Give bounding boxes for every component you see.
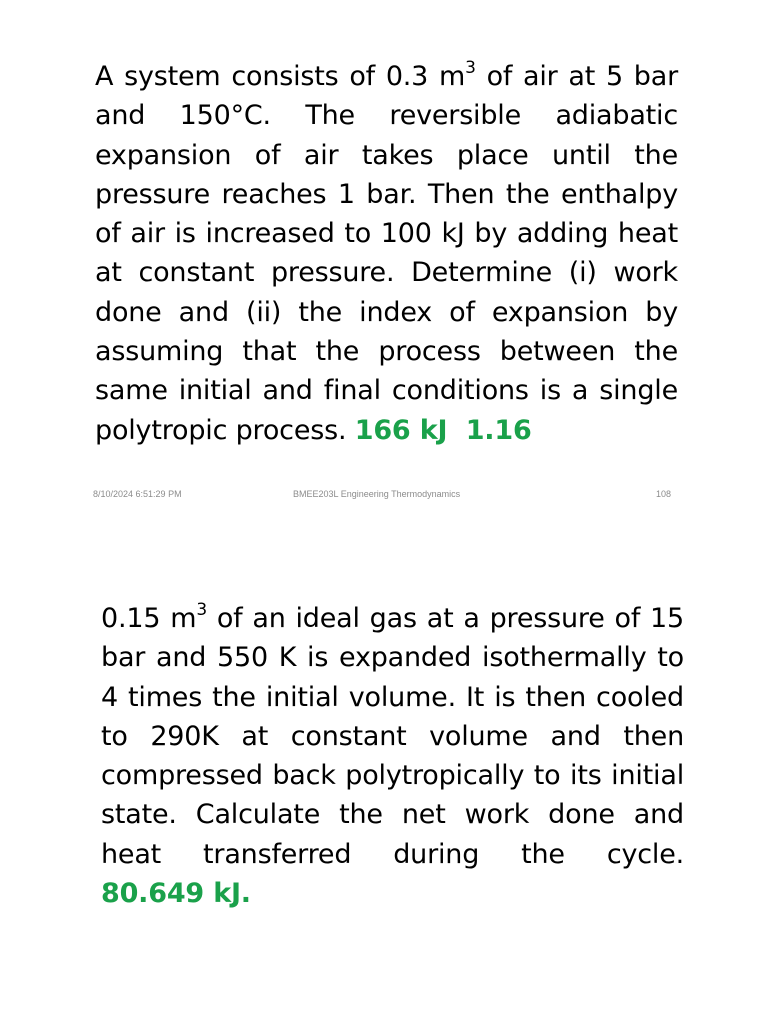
footer-course-title: BMEE203L Engineering Thermodynamics [293,489,461,499]
problem-2-text-start: 0.15 m [101,603,197,634]
problem-2-text [101,599,684,913]
problem-1-text-start: A system consists of 0.3 m [95,61,466,92]
problem-1-text [95,57,678,450]
cubic-superscript: 3 [196,600,207,620]
footer-page-number: 108 [656,489,672,499]
problem-2-answer: 80.649 kJ. [101,878,251,910]
cubic-superscript: 3 [465,58,476,78]
problem-2-text-rest: of an ideal gas at a pressure of 15 bar and 550 K is expanded isothermally to 4 times the initial volume. It is then cooled to 290K at constant volume and then compressed back polytropically to its initial state. Calculate the net work done and heat transferred during the cycle. [101,603,684,870]
footer-date: 8/10/2024 6:51:29 PM [93,489,182,499]
problem-1-answer: 166 kJ 1.16 [354,414,532,446]
problem-1-text-rest: of air at 5 bar and 150°C. The reversible adiabatic expansion of air takes place until the pressure reaches 1 bar. Then the enthalpy of air is increased to 100 kJ by adding heat at constant pressure. Determine (i) work done and (ii) the index of expansion by assuming that the process between the same initial and final conditions is a single polytropic process. [95,61,678,446]
